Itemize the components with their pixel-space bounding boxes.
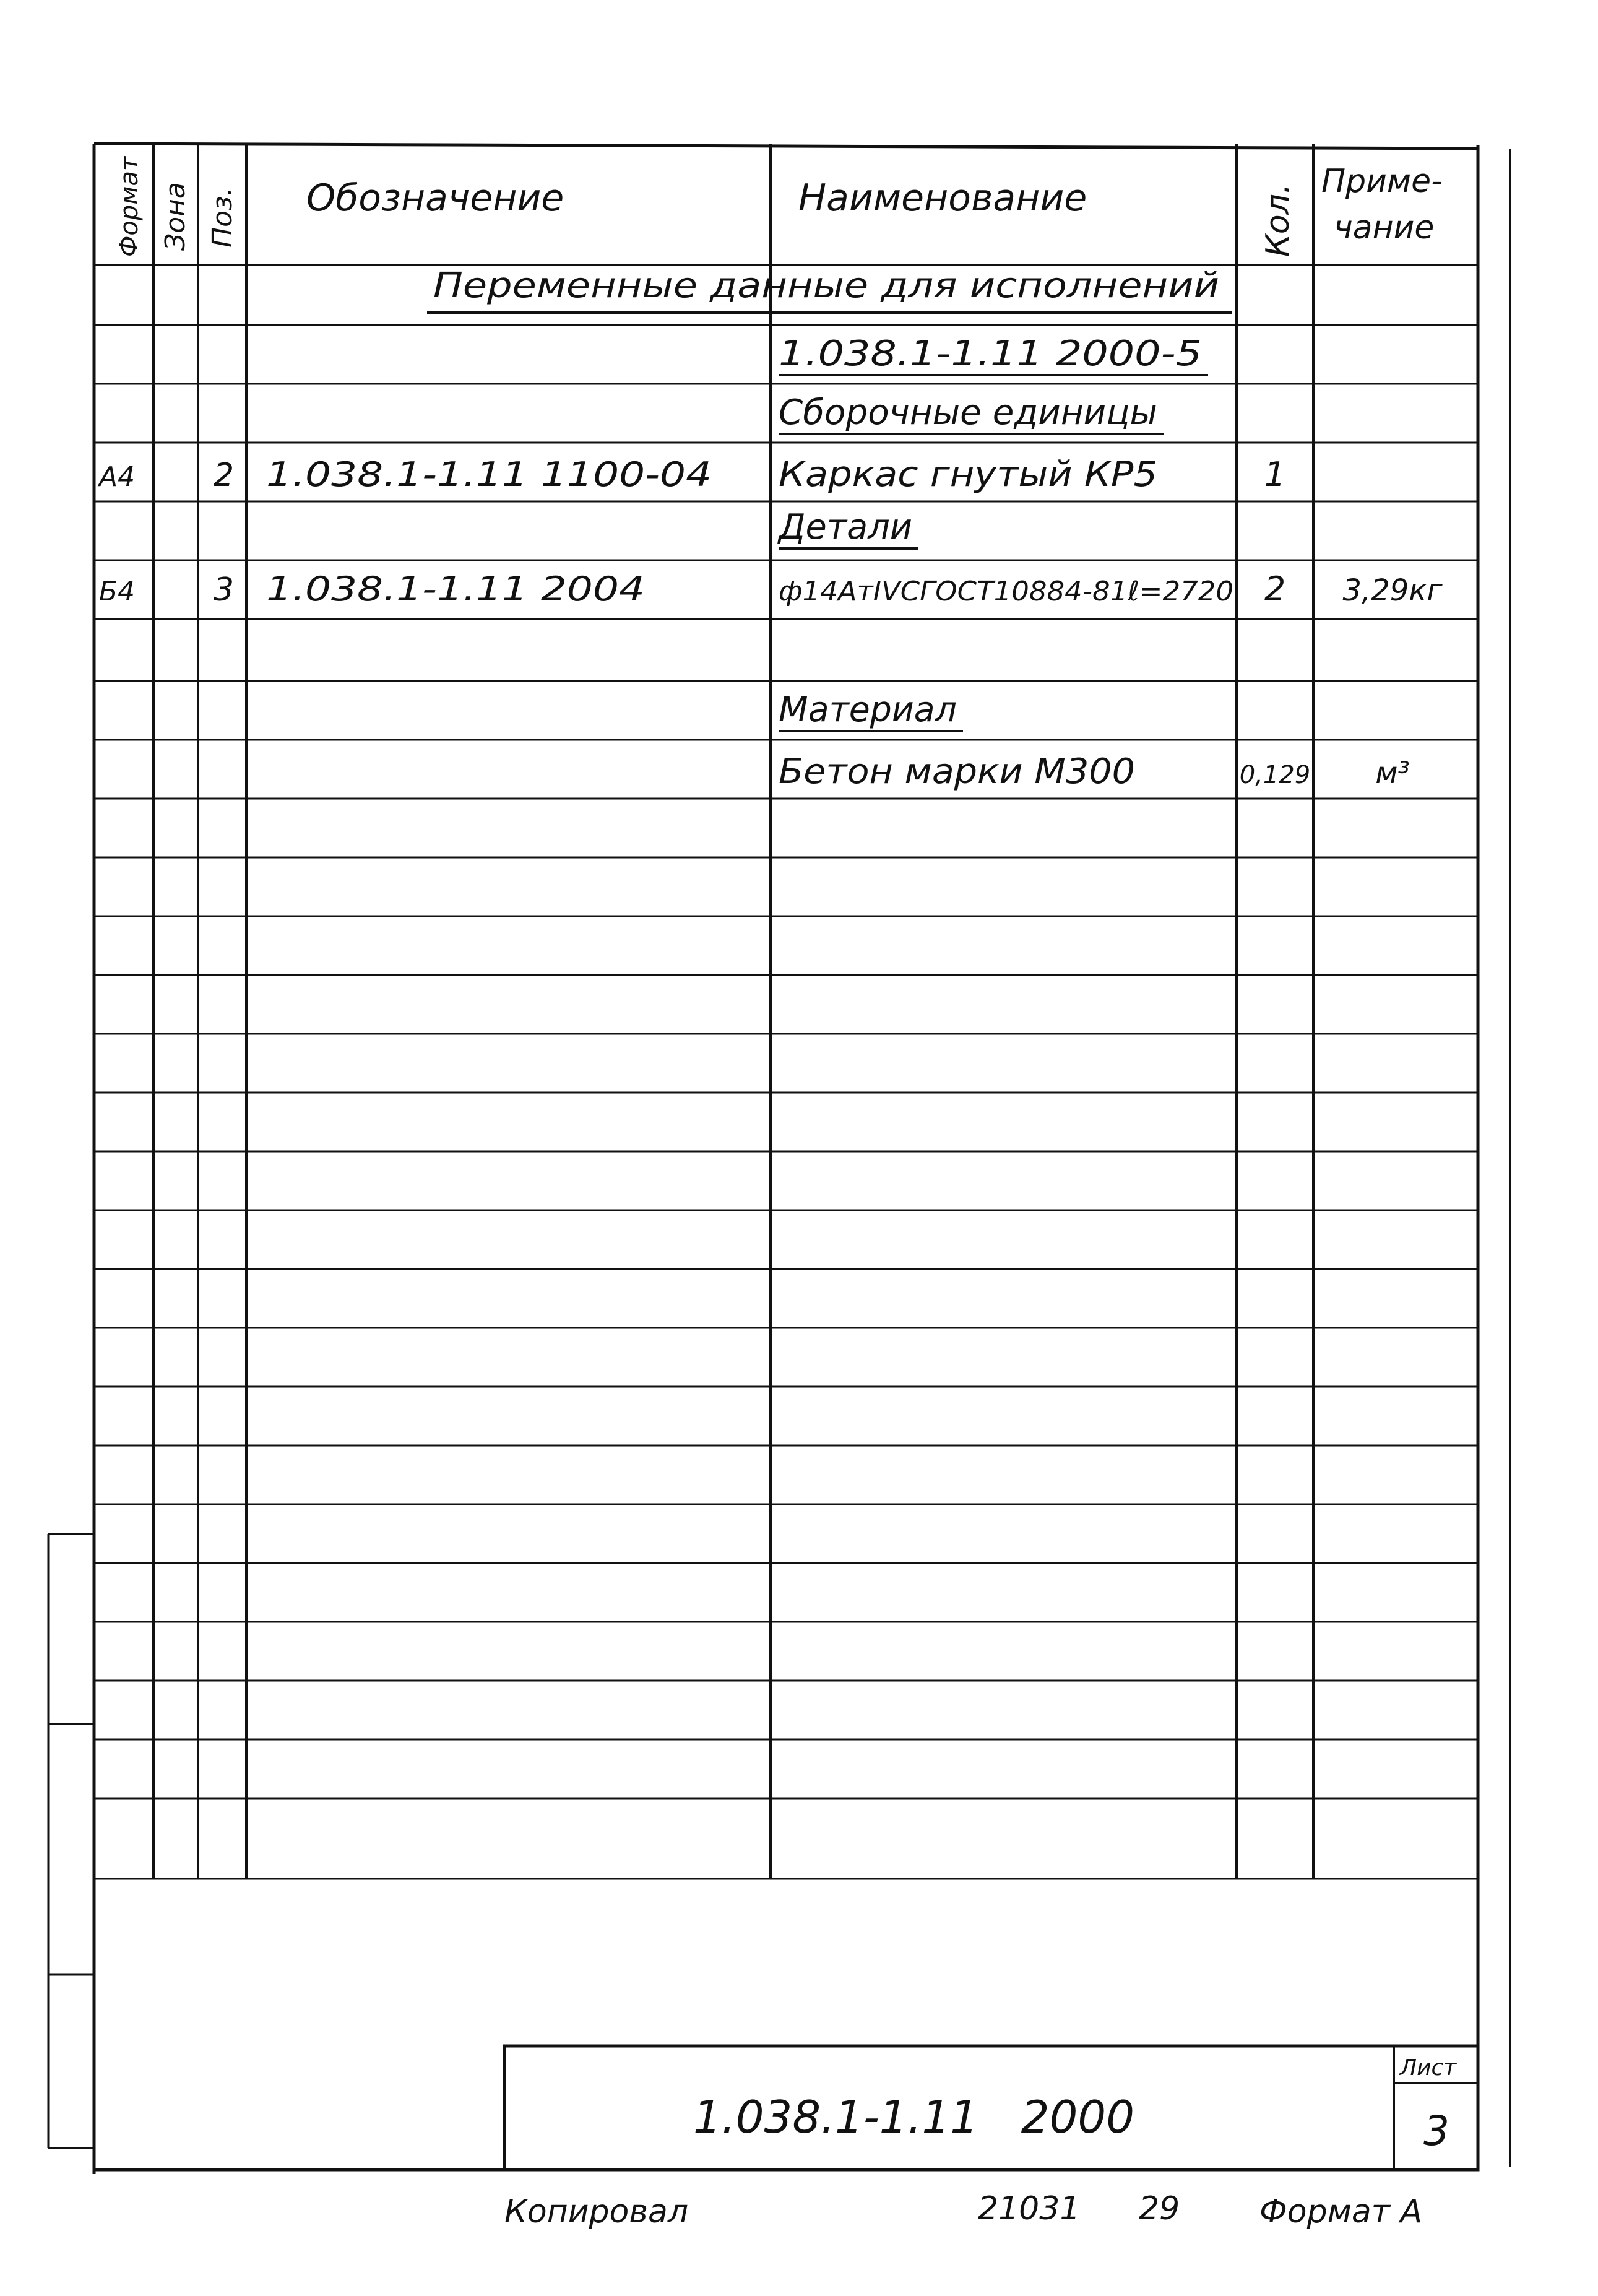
header-qty: Кол. bbox=[1259, 183, 1297, 257]
header-format: Формат bbox=[115, 156, 144, 257]
cell-name: Бетон марки М300 bbox=[779, 752, 1135, 792]
footer-format: Формат А bbox=[1259, 2193, 1423, 2230]
cell-pos: 3 bbox=[214, 571, 235, 609]
cell-qty: 0,129 bbox=[1239, 761, 1311, 789]
sheet-label: Лист bbox=[1400, 2055, 1457, 2081]
title-block bbox=[504, 2046, 1478, 2170]
header-note-line2: чание bbox=[1334, 209, 1435, 246]
cell-format: Б4 bbox=[99, 576, 136, 607]
cell-name: Сборочные единицы bbox=[779, 392, 1157, 433]
header-designation: Обозначение bbox=[306, 176, 564, 220]
cell-format: А4 bbox=[99, 461, 136, 493]
cell-note: 3,29кг bbox=[1342, 573, 1443, 608]
section-title: Переменные данные для исполнений bbox=[433, 266, 1219, 306]
document-code: 1.038.1-1.11 2000 bbox=[693, 2091, 1135, 2143]
footer-copy-number: 29 bbox=[1139, 2190, 1180, 2227]
cell-designation: 1.038.1-1.11 2004 bbox=[266, 570, 645, 609]
table-frame bbox=[94, 144, 1510, 2174]
sheet-number: 3 bbox=[1423, 2107, 1449, 2155]
header-name: Наименование bbox=[798, 176, 1087, 220]
cell-name: Материал bbox=[779, 690, 957, 730]
footer-order-number: 21031 bbox=[978, 2190, 1081, 2227]
cell-pos: 2 bbox=[214, 457, 235, 494]
binding-margin bbox=[48, 1534, 94, 2148]
cell-qty: 1 bbox=[1264, 455, 1286, 494]
cell-name: Каркас гнутый КР5 bbox=[779, 454, 1157, 495]
footer bbox=[504, 2190, 1422, 2230]
header-zone: Зона bbox=[160, 182, 191, 251]
cell-name: Детали bbox=[777, 507, 912, 547]
table-header bbox=[115, 155, 1443, 257]
cell-name: 1.038.1-1.11 2000-5 bbox=[779, 334, 1202, 374]
footer-copied: Копировал bbox=[504, 2193, 689, 2230]
cell-qty: 2 bbox=[1264, 570, 1286, 609]
cell-name: ф14АтIVСГОСТ10884-81ℓ=2720 bbox=[779, 576, 1233, 607]
header-note-line1: Приме- bbox=[1321, 163, 1443, 200]
cell-note: м³ bbox=[1375, 756, 1410, 791]
header-pos: Поз. bbox=[207, 187, 238, 248]
cell-designation: 1.038.1-1.11 1100-04 bbox=[266, 455, 712, 494]
